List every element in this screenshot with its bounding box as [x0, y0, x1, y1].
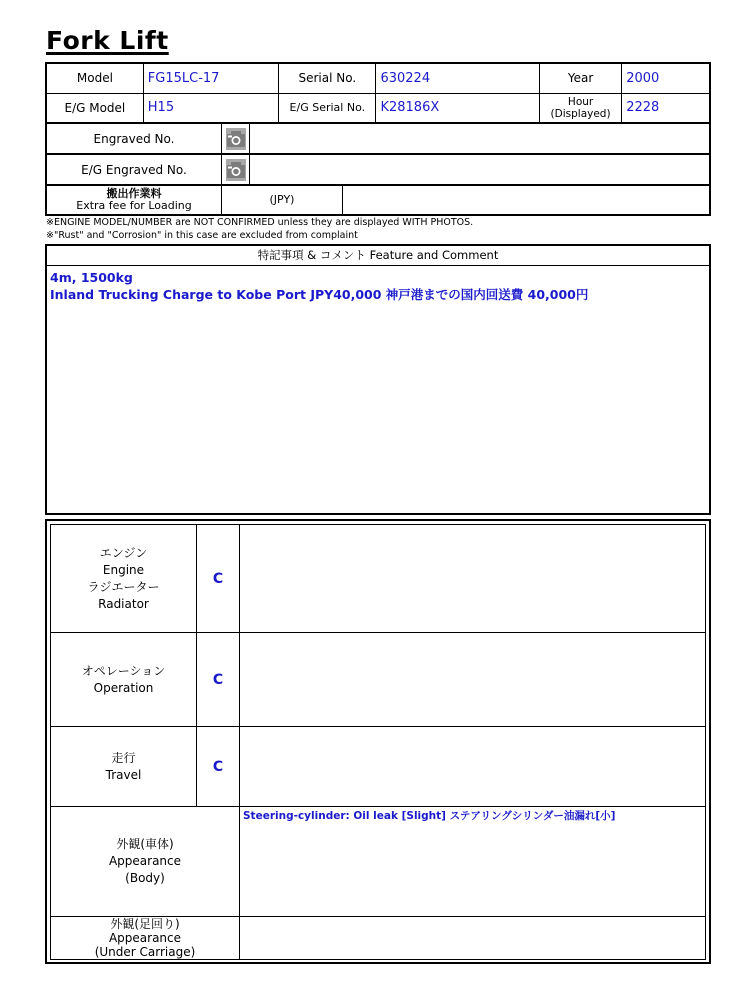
travel-label-jp: 走行: [111, 750, 136, 765]
travel-label-en: Travel: [105, 767, 142, 782]
extra-fee-currency: (JPY): [222, 185, 343, 214]
radiator-label-en: Radiator: [98, 596, 149, 611]
under-carriage-label: [51, 917, 240, 960]
note-engine-model: ※ENGINE MODEL/NUMBER are NOT CONFIRMED unless they are displayed WITH PHOTOS.: [46, 217, 474, 228]
engine-grade: C: [197, 525, 240, 633]
condition-row-operation: [51, 633, 706, 727]
feature-comment-box: [45, 244, 711, 515]
engine-label: [51, 525, 197, 633]
hour-label-line1: Hour: [567, 95, 594, 108]
engraved-label: Engraved No.: [47, 124, 222, 153]
page-title: Fork Lift: [46, 26, 169, 55]
hour-value: 2228: [622, 93, 710, 123]
condition-table: [45, 519, 711, 964]
hour-label-line2: (Displayed): [550, 107, 611, 120]
travel-grade: C: [197, 727, 240, 807]
eg-model-value: H15: [143, 93, 278, 123]
body-label: [51, 807, 240, 917]
body-label-en: Appearance: [108, 854, 182, 868]
engraved-value: [250, 124, 709, 153]
body-comment: Steering-cylinder: Oil leak [Slight] ステアリングシリンダー油漏れ[小]: [240, 807, 706, 917]
under-carriage-label-jp: 外観(足回り): [110, 917, 180, 931]
year-value: 2000: [622, 63, 710, 93]
engraved-row: [45, 124, 711, 155]
condition-row-body: [51, 807, 706, 917]
condition-row-engine: [51, 525, 706, 633]
note-rust: ※"Rust" and "Corrosion" in this case are excluded from complaint: [46, 230, 358, 241]
travel-label: [51, 727, 197, 807]
camera-icon[interactable]: [226, 128, 246, 150]
under-carriage-label-en: Appearance: [108, 931, 182, 945]
operation-label-jp: オペレーション: [81, 663, 166, 678]
body-label-jp: 外観(車体): [116, 837, 174, 851]
extra-fee-label: [47, 185, 222, 214]
hour-label: [539, 93, 621, 123]
eg-engraved-value: [250, 155, 709, 184]
extra-fee-label-jp: 搬出作業料: [106, 186, 162, 200]
extra-fee-value: [343, 185, 709, 214]
extra-fee-label-en: Extra fee for Loading: [76, 198, 192, 212]
feature-line: Inland Trucking Charge to Kobe Port JPY40,000 神戸港までの国内回送費 40,000円: [50, 287, 589, 302]
eg-engraved-row: [45, 155, 711, 186]
body-label-sub: (Body): [125, 871, 165, 885]
year-label: Year: [539, 63, 621, 93]
operation-label-en: Operation: [93, 680, 154, 695]
feature-body: [47, 266, 709, 306]
engine-label-jp: エンジン: [99, 545, 148, 560]
engraved-photo-cell[interactable]: [222, 124, 250, 153]
travel-comment: [240, 727, 706, 807]
model-value: FG15LC-17: [143, 63, 278, 93]
engine-label-en: Engine: [102, 562, 145, 577]
radiator-label-jp: ラジエーター: [87, 579, 160, 594]
condition-row-travel: [51, 727, 706, 807]
engine-comment: [240, 525, 706, 633]
operation-label: [51, 633, 197, 727]
under-carriage-comment: [240, 917, 706, 960]
feature-line: 4m, 1500kg: [50, 270, 133, 285]
condition-row-under-carriage: [51, 917, 706, 960]
operation-comment: [240, 633, 706, 727]
serial-value: 630224: [376, 63, 539, 93]
operation-grade: C: [197, 633, 240, 727]
eg-serial-value: K28186X: [376, 93, 539, 123]
spec-table: [45, 62, 711, 124]
model-label: Model: [46, 63, 143, 93]
serial-label: Serial No.: [279, 63, 376, 93]
feature-heading: 特記事項 & コメント Feature and Comment: [47, 246, 709, 266]
eg-model-label: E/G Model: [46, 93, 143, 123]
eg-serial-label: E/G Serial No.: [279, 93, 376, 123]
camera-icon[interactable]: [226, 159, 246, 181]
eg-engraved-label: E/G Engraved No.: [47, 155, 222, 184]
extra-fee-row: [45, 185, 711, 216]
eg-engraved-photo-cell[interactable]: [222, 155, 250, 184]
under-carriage-label-sub: (Under Carriage): [94, 945, 196, 959]
